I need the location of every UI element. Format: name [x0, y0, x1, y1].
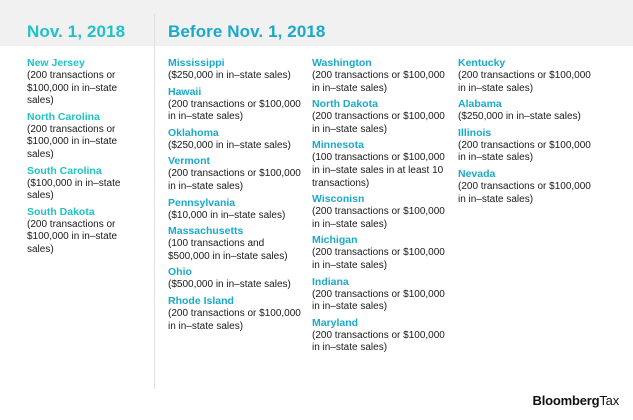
bloomberg-tax-logo [533, 393, 619, 408]
column-before-3 [458, 57, 598, 209]
state-threshold: (200 transactions or $100,000 in in–state sales) [312, 70, 445, 94]
state-entry [168, 86, 306, 124]
state-name: Alabama [458, 98, 502, 111]
state-name: Maryland [312, 316, 359, 329]
state-entry [458, 127, 598, 165]
state-entry [168, 155, 306, 193]
state-entry [27, 111, 145, 162]
state-entry [168, 295, 306, 333]
state-name: North Carolina [27, 110, 100, 123]
state-entry [168, 197, 306, 223]
state-threshold: (200 transactions or $100,000 in in–state sales) [458, 180, 591, 205]
state-name: Wisconisn [312, 193, 365, 206]
state-entry [168, 266, 306, 292]
state-entry [312, 276, 454, 314]
state-entry [168, 57, 306, 83]
state-name: South Carolina [27, 164, 102, 177]
state-name: Nevada [458, 167, 496, 180]
state-name: Kentucky [458, 57, 506, 69]
state-name: Ohio [168, 266, 192, 279]
state-threshold: (200 transactions or $100,000 in in–state sales) [27, 123, 118, 160]
state-threshold: (200 transactions or $100,000 in in–state sales) [168, 98, 301, 123]
header-nov1: Nov. 1, 2018 [27, 22, 126, 41]
state-threshold: (200 transactions or $100,000 in in–state sales) [312, 329, 445, 354]
state-name: Michigan [312, 234, 358, 247]
state-threshold: ($250,000 in in–state sales) [168, 70, 291, 81]
state-entry [458, 98, 598, 124]
state-entry [168, 127, 306, 153]
state-entry [27, 165, 145, 203]
state-threshold: ($10,000 in in–state sales) [168, 209, 286, 221]
state-entry [312, 139, 454, 190]
state-threshold: (200 transactions or $100,000 in in–state sales) [312, 288, 445, 313]
state-threshold: (200 transactions or $100,000 in in–state sales) [168, 307, 301, 332]
state-name: Washington [312, 57, 372, 69]
state-entry [312, 317, 454, 355]
state-name: New Jersey [27, 57, 85, 69]
state-entry [312, 98, 454, 136]
brand-suffix: Tax [599, 393, 619, 408]
state-name: Massachusetts [168, 225, 244, 238]
state-entry [27, 57, 145, 108]
state-threshold: ($100,000 in in–state sales) [27, 177, 121, 202]
column-before-2 [312, 57, 454, 358]
state-threshold: (200 transactions or $100,000 in in–state sales) [458, 70, 591, 94]
brand-name: Bloomberg [532, 393, 600, 408]
state-threshold: (200 transactions or $100,000 in in–state sales) [312, 111, 445, 135]
state-threshold: ($500,000 in in–state sales) [168, 279, 291, 291]
state-entry [312, 234, 454, 272]
column-before-1 [168, 57, 306, 336]
state-threshold: (200 transactions or $100,000 in in–state sales) [168, 168, 301, 192]
state-entry [312, 57, 454, 95]
state-threshold: (200 transactions or $100,000 in in–state sales) [312, 247, 445, 271]
state-name: Vermont [168, 155, 211, 168]
header-before-nov1: Before Nov. 1, 2018 [168, 22, 326, 41]
state-entry [27, 206, 145, 257]
state-threshold: (100 transactions and $500,000 in in–state sales) [168, 238, 288, 262]
state-name: Rhode Island [168, 294, 234, 307]
state-name: Oklahoma [168, 126, 219, 139]
state-entry [312, 193, 454, 231]
state-threshold: ($250,000 in in–state sales) [458, 111, 581, 123]
state-entry [458, 57, 598, 95]
state-threshold: (200 transactions or $100,000 in in–state sales) [312, 206, 445, 230]
state-threshold: ($250,000 in in–state sales) [168, 139, 291, 151]
state-name: North Dakota [312, 98, 378, 111]
column-divider [154, 14, 155, 389]
state-name: Mississippi [168, 57, 225, 69]
state-entry [168, 225, 306, 263]
state-threshold: (200 transactions or $100,000 in in–state sales) [27, 218, 118, 255]
state-threshold: (200 transactions or $100,000 in in–state sales) [458, 139, 591, 164]
state-name: Indiana [312, 275, 349, 288]
state-name: Pennsylvania [168, 196, 236, 209]
state-name: Hawaii [168, 85, 202, 98]
state-entry [458, 168, 598, 206]
state-name: Minnesota [312, 139, 364, 152]
state-name: South Dakota [27, 205, 95, 218]
column-nov1 [27, 57, 145, 260]
state-name: Illinois [458, 126, 492, 139]
state-threshold: (200 transactions or $100,000 in in–state sales) [27, 70, 118, 107]
state-threshold: (100 transactions or $100,000 in in–state sales in at least 10 transactions) [312, 152, 445, 189]
